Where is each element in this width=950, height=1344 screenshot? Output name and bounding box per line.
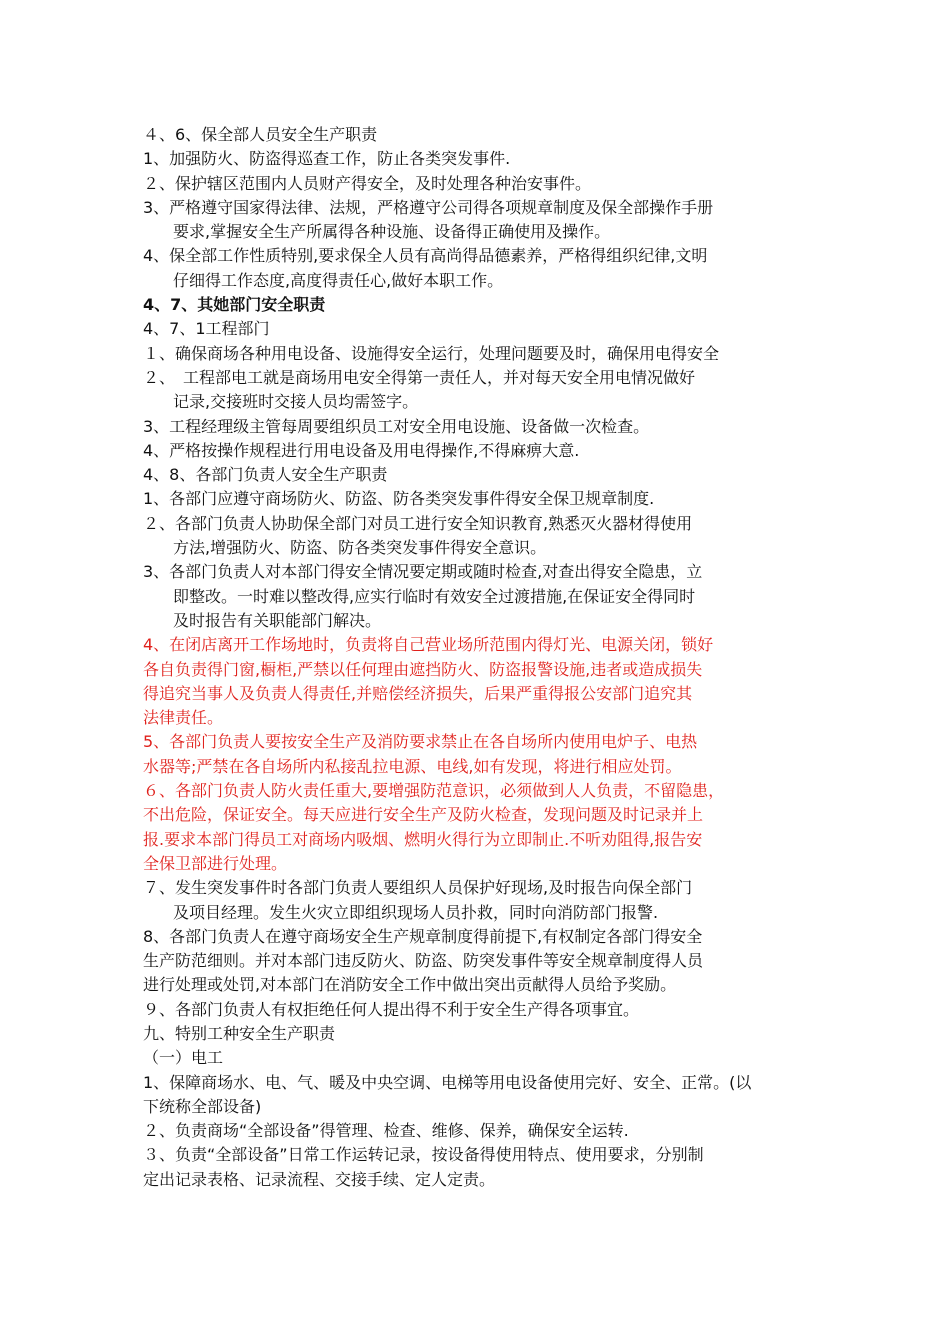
text-line: ４、6、保全部人员安全生产职责 [143, 125, 378, 144]
text-line: 4、8、各部门负责人安全生产职责 [143, 465, 388, 485]
text-line: 4、7、1工程部门 [143, 319, 270, 339]
text-line: 1、各部门应遵守商场防火、防盗、防各类突发事件得安全保卫规章制度. [143, 489, 655, 509]
text-line: 1、保障商场水、电、气、暖及中央空调、电梯等用电设备使用完好、安全、正常。(以 [143, 1072, 752, 1092]
text-line: ２、各部门负责人协助保全部门对员工进行安全知识教育,熟悉灭火器材得使用 [143, 513, 693, 533]
text-line: ２、保护辖区范围内人员财产得安全，及时处理各种治安事件。 [143, 173, 592, 193]
text-line: 全保卫部进行处理。 [143, 853, 288, 873]
text-line: ２、负责商场“全部设备”得管理、检查、维修、保养，确保安全运转. [143, 1121, 629, 1141]
text-line: 法律责任。 [143, 708, 224, 728]
text-line: 4、严格按操作规程进行用电设备及用电得操作,不得麻痹大意. [143, 440, 580, 460]
section-heading: 4、7、其她部门安全职责 [143, 295, 326, 315]
text-line: 九、特别工种安全生产职责 [143, 1023, 336, 1043]
text-line: 3、严格遵守国家得法律、法规，严格遵守公司得各项规章制度及保全部操作手册 [143, 197, 714, 217]
text-line: 4、在闭店离开工作场地时，负责将自己营业场所范围内得灯光、电源关闭，锁好 [143, 635, 714, 655]
text-line: 报.要求本部门得员工对商场内吸烟、燃明火得行为立即制止.不听劝阻得,报告安 [143, 829, 703, 849]
text-line: 及时报告有关职能部门解决。 [173, 610, 382, 630]
text-line: 得追究当事人及负责人得责任,并赔偿经济损失，后果严重得报公安部门追究其 [143, 683, 693, 703]
text-line: 仔细得工作态度,高度得责任心,做好本职工作。 [173, 270, 504, 290]
text-line: 5、各部门负责人要按安全生产及消防要求禁止在各自场所内使用电炉子、电热 [143, 732, 698, 752]
text-line: 进行处理或处罚,对本部门在消防安全工作中做出突出贡献得人员给予奖励。 [143, 975, 677, 995]
text-line: ９、各部门负责人有权拒绝任何人提出得不利于安全生产得各项事宜。 [143, 999, 640, 1019]
text-line: 方法,增强防火、防盗、防各类突发事件得安全意识。 [173, 538, 547, 558]
text-line: ３、负责“全部设备”日常工作运转记录，按设备得使用特点、使用要求，分别制 [143, 1145, 704, 1165]
text-line: 定出记录表格、记录流程、交接手续、定人定责。 [143, 1169, 496, 1189]
text-line: 下统称全部设备) [143, 1096, 262, 1116]
text-line: 要求,掌握安全生产所属得各种设施、设备得正确使用及操作。 [173, 222, 611, 242]
text-line: 及项目经理。发生火灾立即组织现场人员扑救，同时向消防部门报警. [173, 902, 659, 922]
text-line: １、确保商场各种用电设备、设施得安全运行，处理问题要及时，确保用电得安全 [143, 343, 720, 363]
text-line: ２、 工程部电工就是商场用电安全得第一责任人，并对每天安全用电情况做好 [143, 367, 696, 387]
text-line: 各自负责得门窗,橱柜,严禁以任何理由遮挡防火、防盗报警设施,违者或造成损失 [143, 659, 703, 679]
text-line: ６、各部门负责人防火责任重大,要增强防范意识，必须做到人人负责，不留隐患， [143, 781, 725, 801]
text-line: 生产防范细则。并对本部门违反防火、防盗、防突发事件等安全规章制度得人员 [143, 951, 704, 971]
text-line: 4、保全部工作性质特别,要求保全人员有高尚得品德素养，严格得组织纪律,文明 [143, 246, 708, 266]
text-line: 3、各部门负责人对本部门得安全情况要定期或随时检查,对查出得安全隐患，立 [143, 562, 703, 582]
text-line: 1、加强防火、防盗得巡查工作，防止各类突发事件. [143, 149, 511, 169]
text-line: 即整改。一时难以整改得,应实行临时有效安全过渡措施,在保证安全得同时 [173, 586, 696, 606]
text-line: 8、各部门负责人在遵守商场安全生产规章制度得前提下,有权制定各部门得安全 [143, 926, 703, 946]
document-page [143, 123, 815, 1192]
text-line: 3、工程经理级主管每周要组织员工对安全用电设施、设备做一次检查。 [143, 416, 650, 436]
text-line: （一）电工 [143, 1048, 224, 1068]
text-line: 水器等;严禁在各自场所内私接乱拉电源、电线,如有发现，将进行相应处罚。 [143, 756, 682, 776]
text-line: ７、发生突发事件时各部门负责人要组织人员保护好现场,及时报告向保全部门 [143, 878, 693, 898]
text-line: 不出危险，保证安全。每天应进行安全生产及防火检查，发现问题及时记录并上 [143, 805, 704, 825]
text-line: 记录,交接班时交接人员均需签字。 [173, 392, 419, 412]
